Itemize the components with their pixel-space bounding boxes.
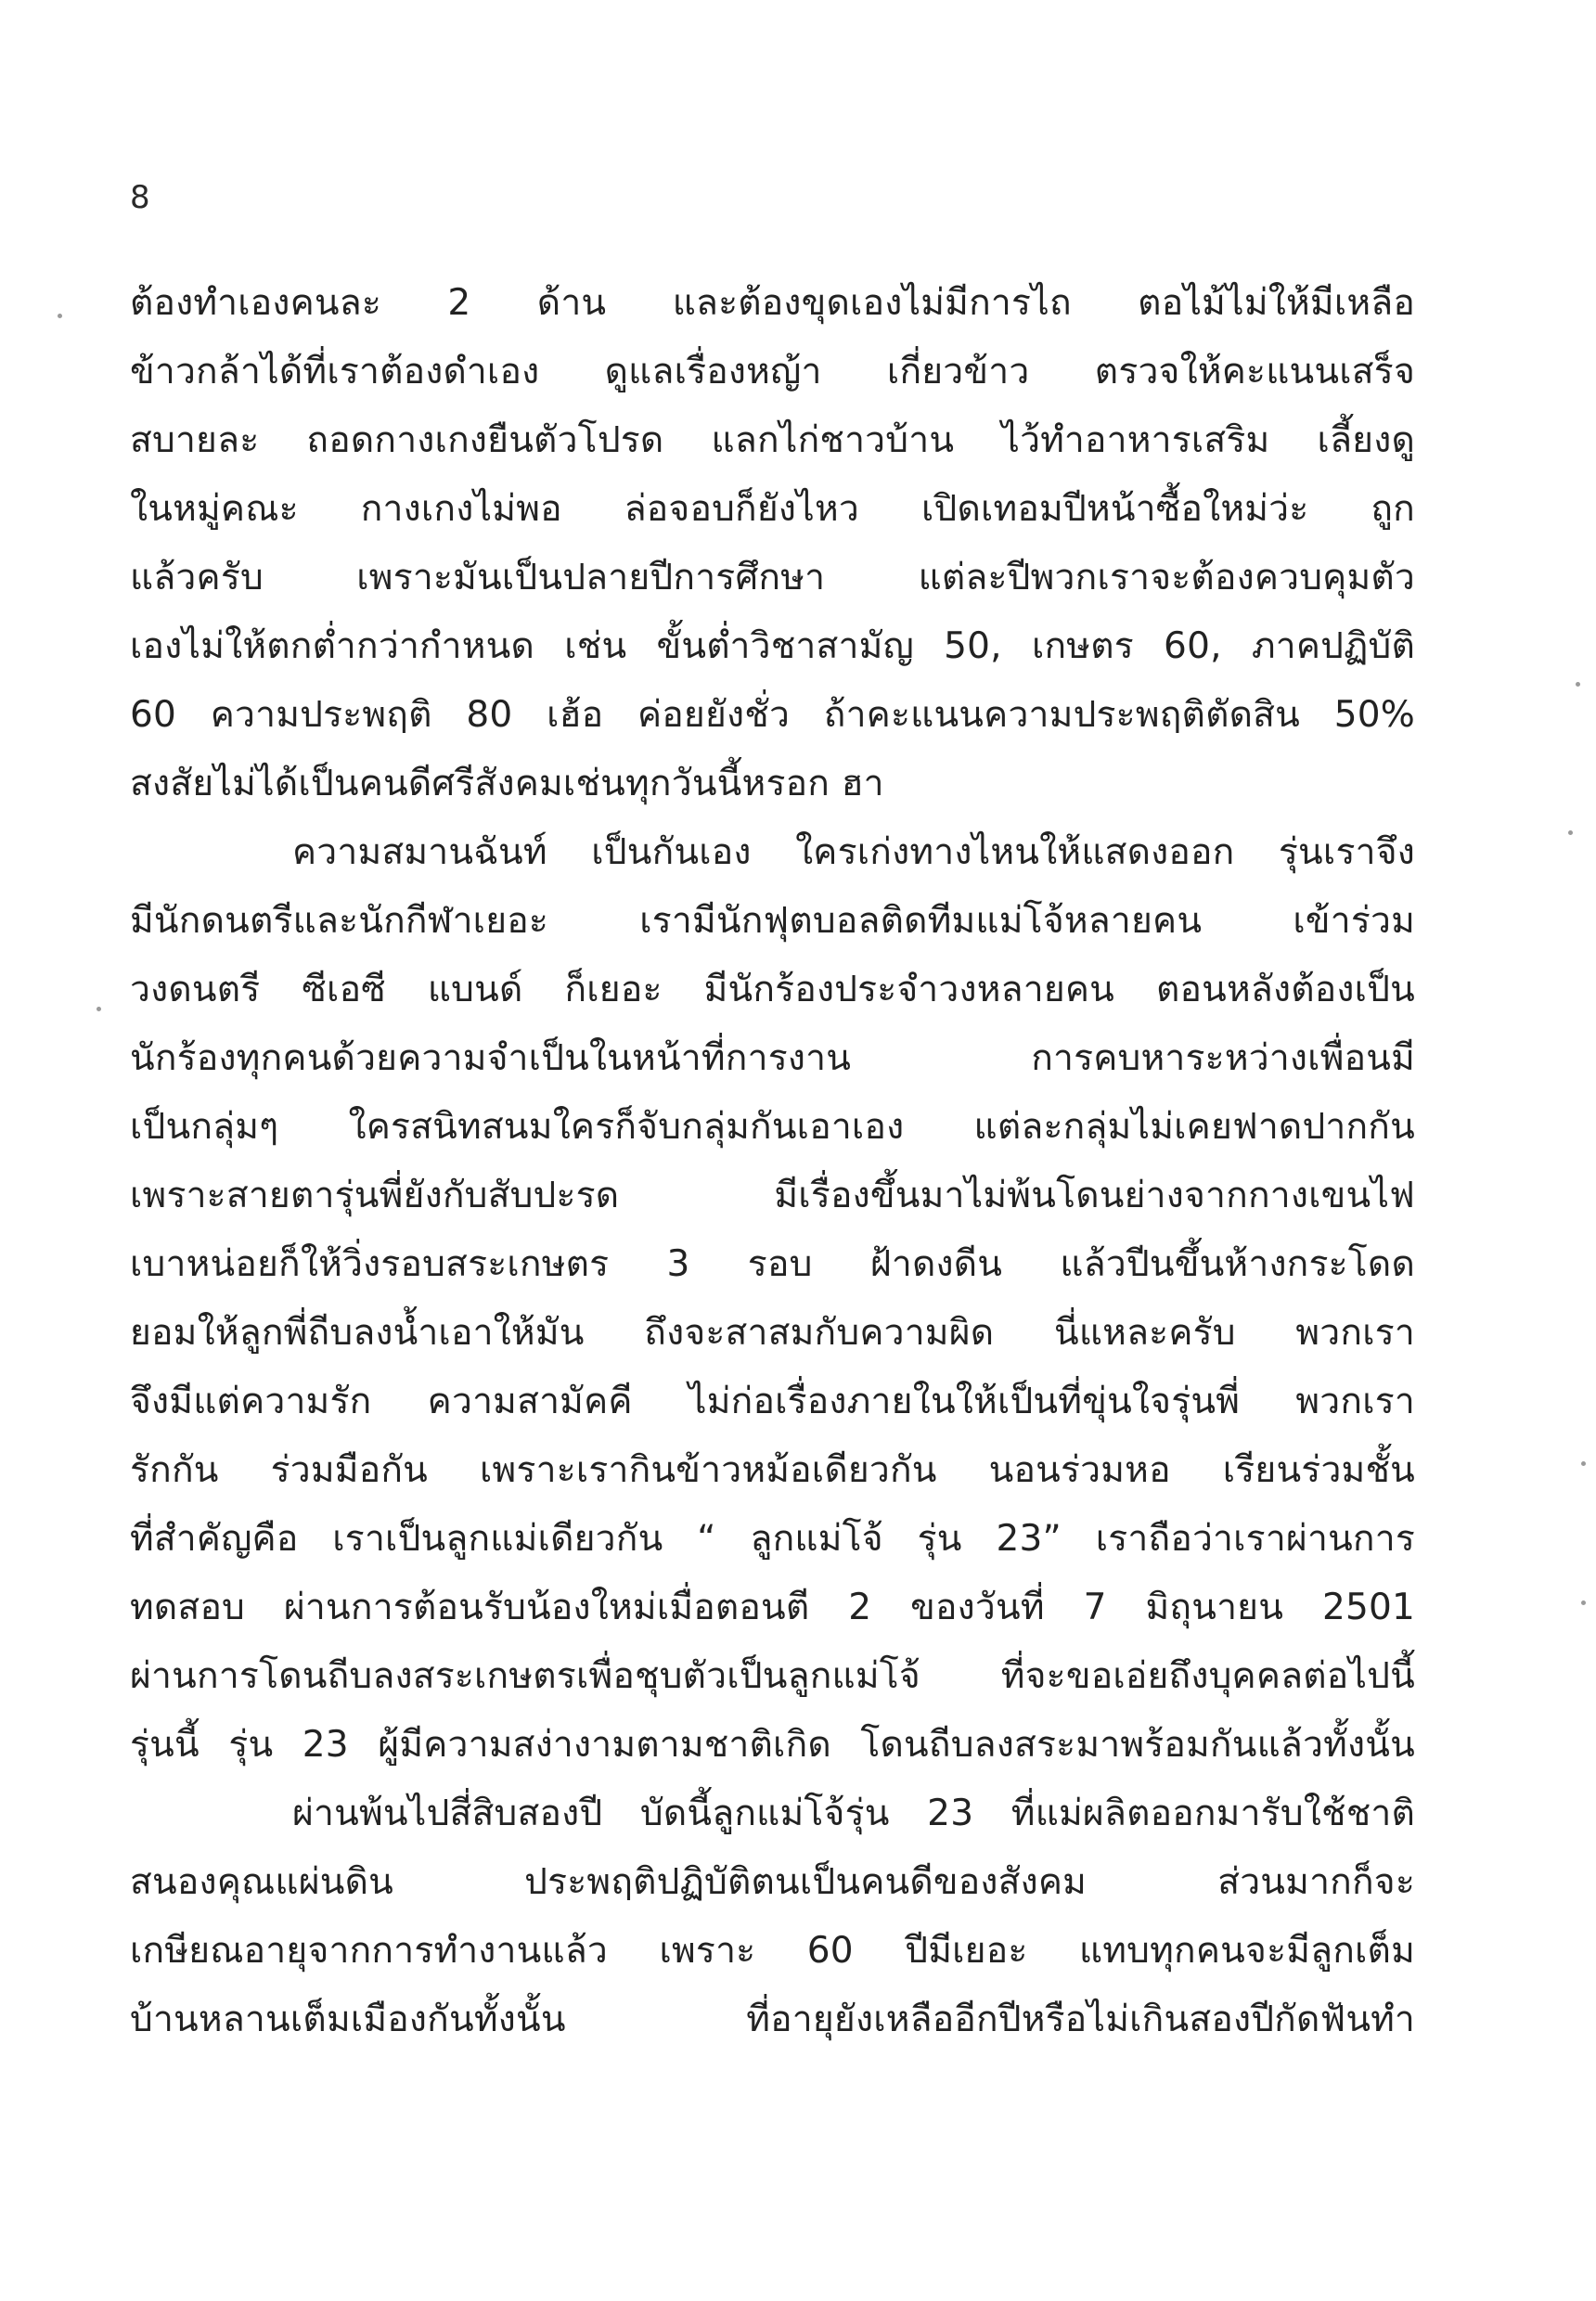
scan-speck (1576, 682, 1580, 687)
text-line: เป็นกลุ่มๆ ใครสนิทสนมใครก็จับกลุ่มกันเอาเอง แต่ละกลุ่มไม่เคยฟาดปากกัน (130, 1106, 1415, 1148)
paragraph-first-line: ผ่านพ้นไปสี่สิบสองปี บัดนี้ลูกแม่โจ้รุ่น 23 ที่แม่ผลิตออกมารับใช้ชาติ (292, 1793, 1415, 1834)
text-line: ต้องทำเองคนละ 2 ด้าน และต้องขุดเองไม่มีการไถ ตอไม้ไม่ให้มีเหลือ (130, 282, 1415, 324)
text-line: ที่สำคัญคือ เราเป็นลูกแม่เดียวกัน “ ลูกแม่โจ้ รุ่น 23” เราถือว่าเราผ่านการ (130, 1518, 1415, 1560)
text-line: จึงมีแต่ความรัก ความสามัคคี ไม่ก่อเรื่องภายในให้เป็นที่ขุ่นใจรุ่นพี่ พวกเรา (130, 1381, 1415, 1422)
body-text (130, 269, 1415, 2054)
text-line: รักกัน ร่วมมือกัน เพราะเรากินข้าวหม้อเดียวกัน นอนร่วมหอ เรียนร่วมชั้น (130, 1449, 1415, 1491)
text-line: มีนักดนตรีและนักกีฬาเยอะ เรามีนักฟุตบอลติดทีมแม่โจ้หลายคน เข้าร่วม (130, 900, 1415, 942)
text-line: สบายละ ถอดกางเกงยืนตัวโปรด แลกไก่ชาวบ้าน ไว้ทำอาหารเสริม เลี้ยงดู (130, 419, 1415, 461)
text-line: เกษียณอายุจากการทำงานแล้ว เพราะ 60 ปีมีเยอะ แทบทุกคนจะมีลูกเต็ม (130, 1930, 1415, 1972)
text-line: ทดสอบ ผ่านการต้อนรับน้องใหม่เมื่อตอนตี 2 ของวันที่ 7 มิถุนายน 2501 (130, 1587, 1415, 1628)
page-number: 8 (130, 179, 150, 216)
text-line: แล้วครับ เพราะมันเป็นปลายปีการศึกษา แต่ละปีพวกเราจะต้องควบคุมตัว (130, 557, 1415, 598)
scan-speck (1581, 1461, 1586, 1466)
scan-speck (97, 1007, 101, 1011)
text-line: รุ่นนี้ รุ่น 23 ผู้มีความสง่างามตามชาติเกิด โดนถีบลงสระมาพร้อมกันแล้วทั้งนั้น (130, 1724, 1415, 1766)
text-line: เองไม่ให้ตกต่ำกว่ากำหนด เช่น ขั้นต่ำวิชาสามัญ 50, เกษตร 60, ภาคปฏิบัติ (130, 625, 1415, 667)
scan-speck (1581, 1600, 1586, 1605)
text-line: สนองคุณแผ่นดิน ประพฤติปฏิบัติตนเป็นคนดีของสังคม ส่วนมากก็จะ (130, 1861, 1415, 1903)
text-line: เบาหน่อยก็ให้วิ่งรอบสระเกษตร 3 รอบ ฝ้าดงดีน แล้วปีนขึ้นห้างกระโดด (130, 1243, 1415, 1285)
text-line: นักร้องทุกคนด้วยความจำเป็นในหน้าที่การงาน การคบหาระหว่างเพื่อนมี (130, 1037, 1415, 1079)
text-line: ข้าวกล้าได้ที่เราต้องดำเอง ดูแลเรื่องหญ้า เกี่ยวข้าว ตรวจให้คะแนนเสร็จ (130, 351, 1415, 392)
text-line: สงสัยไม่ได้เป็นคนดีศรีสังคมเช่นทุกวันนี้หรอก ฮา (130, 763, 884, 804)
text-line: ในหมู่คณะ กางเกงไม่พอ ล่อจอบก็ยังไหว เปิดเทอมปีหน้าซื้อใหม่ว่ะ ถูก (130, 488, 1415, 530)
text-line: บ้านหลานเต็มเมืองกันทั้งนั้น ที่อายุยังเหลืออีกปีหรือไม่เกินสองปีกัดฟันทำ (130, 1999, 1415, 2040)
scan-speck (1568, 830, 1573, 835)
text-line: วงดนตรี ซีเอซี แบนด์ ก็เยอะ มีนักร้องประจำวงหลายคน ตอนหลังต้องเป็น (130, 969, 1415, 1010)
text-line: ยอมให้ลูกพี่ถีบลงน้ำเอาให้มัน ถึงจะสาสมกับความผิด นี่แหละครับ พวกเรา (130, 1312, 1415, 1354)
text-line: ผ่านการโดนถีบลงสระเกษตรเพื่อชุบตัวเป็นลูกแม่โจ้ ที่จะขอเอ่ยถึงบุคคลต่อไปนี้ (130, 1655, 1415, 1697)
scan-speck (58, 314, 62, 318)
text-line: เพราะสายตารุ่นพี่ยังกับสับปะรด มีเรื่องขึ้นมาไม่พ้นโดนย่างจากกางเขนไฟ (130, 1175, 1415, 1216)
paragraph-first-line: ความสมานฉันท์ เป็นกันเอง ใครเก่งทางไหนให้แสดงออก รุ่นเราจึง (292, 831, 1415, 873)
text-line: 60 ความประพฤติ 80 เฮ้อ ค่อยยังชั่ว ถ้าคะแนนความประพฤติตัดสิน 50% (130, 694, 1415, 736)
